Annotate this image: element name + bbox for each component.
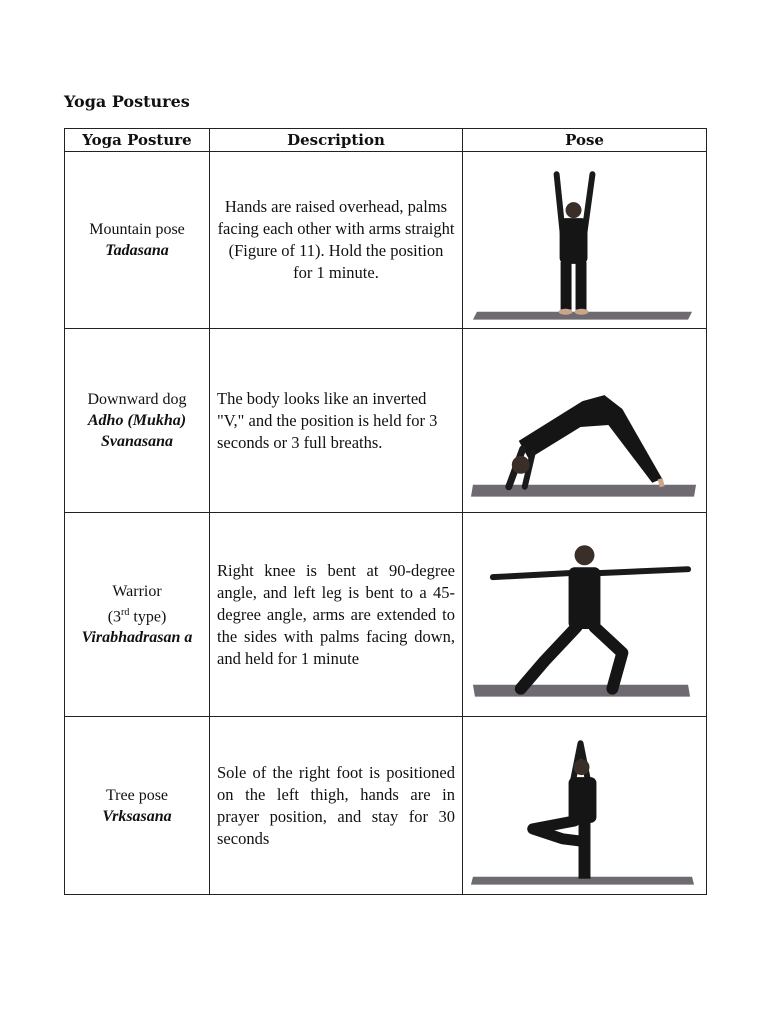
table-header-row xyxy=(65,129,707,152)
description-text: The body looks like an inverted "V," and the position is held for 3 seconds or 3 full breaths. xyxy=(217,388,438,452)
pose-image-cell xyxy=(463,329,707,513)
yoga-postures-table xyxy=(64,128,707,895)
english-name: Tree pose xyxy=(105,786,169,804)
header-description: Description xyxy=(210,129,463,152)
description-text: Hands are raised overhead, palms facing each other with arms straight (Figure of 11). Hold the position for 1 minute. xyxy=(217,197,455,282)
inverted-v-figure-icon xyxy=(463,329,706,512)
description-text: Right knee is bent at 90-degree angle, and left leg is bent to a 45-degree angle, arms are extended to the sides with palms facing down, and held for 1 minute xyxy=(217,560,455,668)
header-pose: Pose xyxy=(463,129,707,152)
sanskrit-name: Adho (Mukha) Svanasana xyxy=(87,412,187,450)
sanskrit-name: Tadasana xyxy=(105,242,169,259)
table-row xyxy=(65,513,707,717)
document-title: Yoga Postures xyxy=(64,92,190,111)
posture-name-cell xyxy=(65,717,210,895)
tree-pose-figure-icon xyxy=(463,717,706,894)
english-name: Downward dog xyxy=(87,391,187,408)
description-cell xyxy=(210,717,463,895)
pose-image-cell xyxy=(463,513,707,717)
table-row xyxy=(65,717,707,895)
english-detail xyxy=(65,602,209,627)
english-name: Mountain pose xyxy=(89,221,185,238)
posture-name-cell xyxy=(65,152,210,329)
table-row xyxy=(65,329,707,513)
standing-arms-up-figure-icon xyxy=(463,152,706,328)
description-cell xyxy=(210,152,463,329)
posture-name-cell xyxy=(65,329,210,513)
posture-name-cell xyxy=(65,513,210,717)
description-text: Sole of the right foot is positioned on the left thigh, hands are in prayer position, and stay for 30 seconds xyxy=(217,762,455,848)
english-detail-prefix: (3 xyxy=(107,608,122,626)
pose-image-cell xyxy=(463,152,707,329)
warrior-arms-extended-figure-icon xyxy=(463,513,706,716)
description-cell xyxy=(210,513,463,717)
english-detail-sup: rd xyxy=(121,606,130,618)
sanskrit-name: Virabhadrasan a xyxy=(81,629,193,647)
header-yoga-posture: Yoga Posture xyxy=(65,129,210,152)
pose-image-cell xyxy=(463,717,707,895)
english-name: Warrior xyxy=(112,582,162,600)
description-cell xyxy=(210,329,463,513)
table-row xyxy=(65,152,707,329)
english-detail-suffix: type) xyxy=(129,608,167,626)
sanskrit-name: Vrksasana xyxy=(102,807,172,825)
